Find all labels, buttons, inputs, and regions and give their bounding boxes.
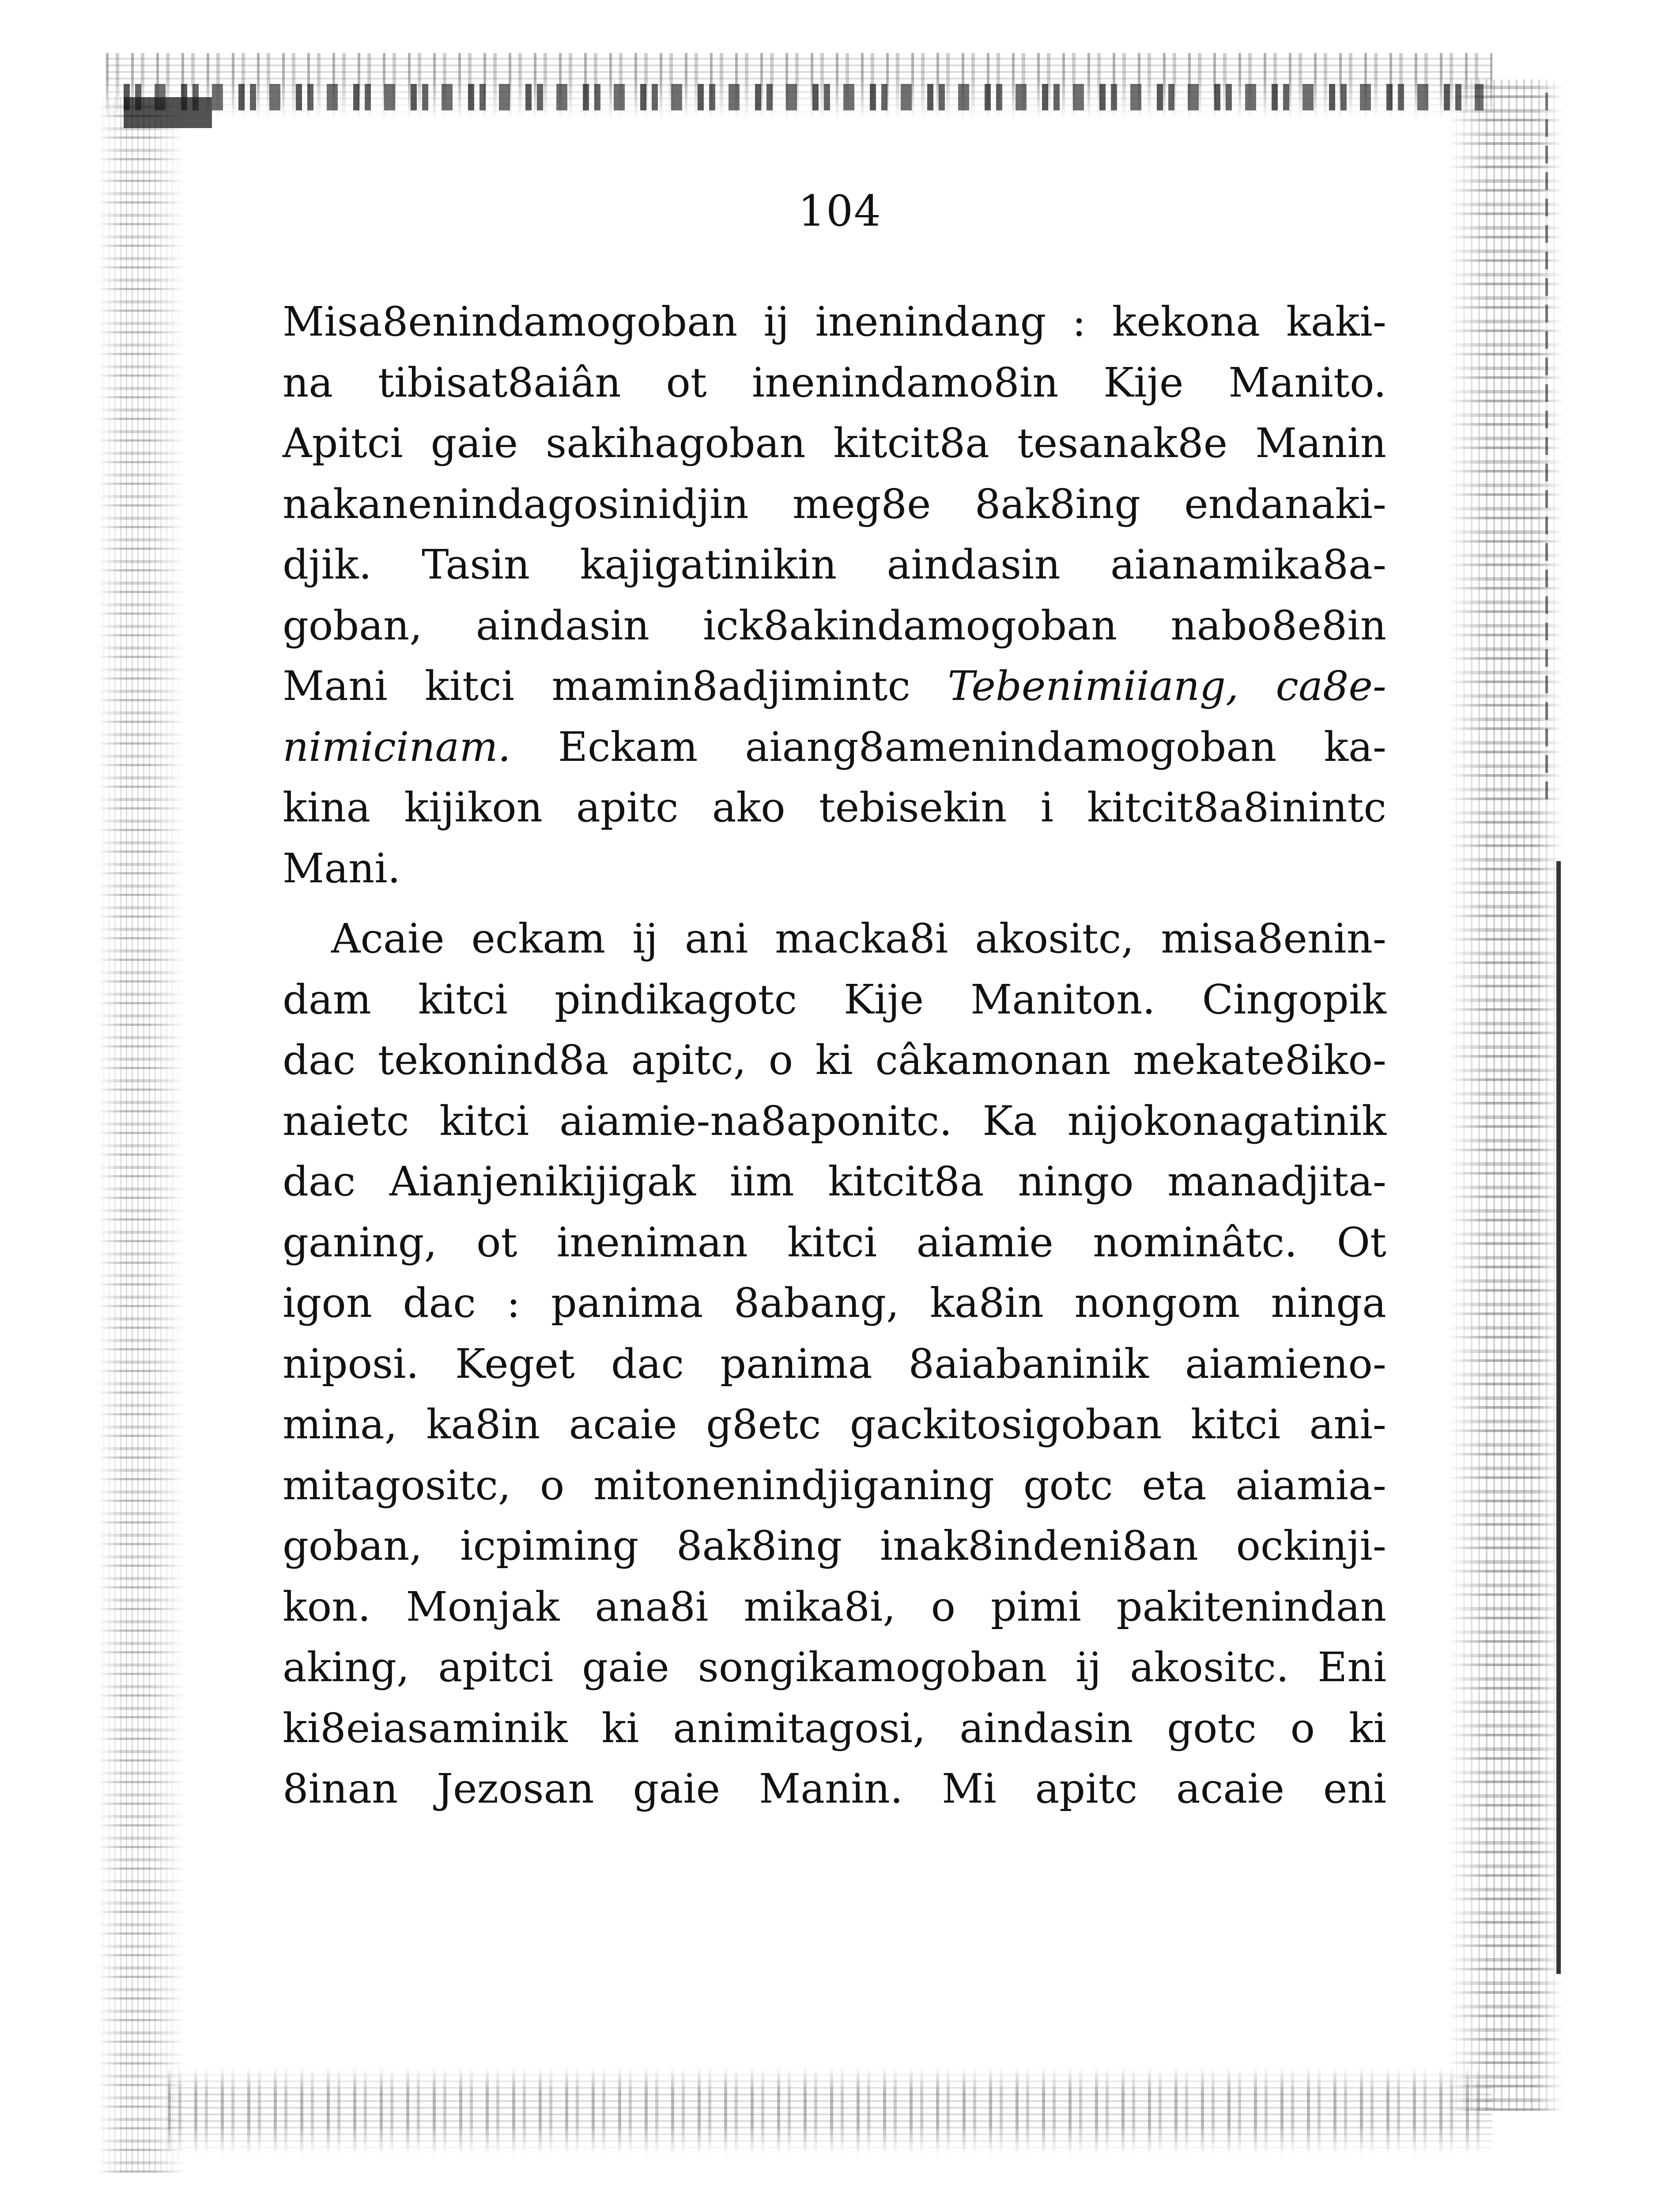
text-line: nimicinam. Eckam aiang8amenindamogoban ka- [283, 723, 1386, 771]
text-line: mina, ka8in acaie g8etc gackitosigoban kitci ani- [283, 1401, 1386, 1448]
text-line: igon dac : panima 8abang, ka8in nongom ninga [283, 1279, 1386, 1327]
text-line: aking, apitci gaie songikamogoban ij akositc. Eni [283, 1644, 1386, 1691]
italic-text: Tebenimiiang, ca8e- [948, 662, 1386, 710]
page-number: 104 [798, 186, 882, 236]
text-line: na tibisat8aiân ot inenindamo8in Kije Manito. [283, 359, 1386, 406]
text-line: dac Aianjenikijigak iim kitcit8a ningo manadjita- [283, 1158, 1386, 1205]
text-line: goban, icpiming 8ak8ing inak8indeni8an ockinji- [283, 1522, 1386, 1569]
scan-noise-right [1448, 79, 1563, 2111]
text-line: 8inan Jezosan gaie Manin. Mi apitc acaie eni [283, 1765, 1386, 1812]
scan-noise-bottom [168, 2067, 1492, 2155]
text-line: Misa8enindamogoban ij inenindang : kekona kaki- [283, 298, 1386, 345]
text-line: Acaie eckam ij ani macka8i akositc, misa8enin- [331, 915, 1386, 962]
text-line: naietc kitci aiamie-na8aponitc. Ka nijokonagatinik [283, 1097, 1386, 1145]
scan-noise-corner [124, 97, 212, 128]
scan-noise-left [97, 97, 185, 2173]
text-line: Mani kitci mamin8adjimintc Tebenimiiang, ca8e- [283, 662, 1386, 710]
scan-noise-top-edge [124, 84, 1484, 110]
text-line: goban, aindasin ick8akindamogoban nabo8e8in [283, 601, 1386, 649]
text-line: kina kijikon apitc ako tebisekin i kitcit8a8inintc [283, 784, 1386, 831]
text-line: ki8eiasaminik ki animitagosi, aindasin gotc o ki [283, 1704, 1386, 1752]
scan-noise-top [106, 53, 1492, 119]
text-line: dam kitci pindikagotc Kije Maniton. Cingopik [283, 975, 1386, 1023]
scan-edge-line [1556, 861, 1561, 1974]
text-line: djik. Tasin kajigatinikin aindasin aianamika8a- [283, 541, 1386, 588]
text-line: Mani. [283, 844, 400, 892]
text-line: mitagositc, o mitonenindjiganing gotc eta aiamia- [283, 1461, 1386, 1509]
text-line: dac tekonind8a apitc, o ki câkamonan mekate8iko- [283, 1036, 1386, 1084]
text-line: niposi. Keget dac panima 8aiabaninik aiamieno- [283, 1340, 1386, 1388]
italic-text: nimicinam. [283, 723, 511, 771]
body-text [283, 291, 1386, 1819]
text-line: ganing, ot ineniman kitci aiamie nominâtc. Ot [283, 1218, 1386, 1266]
text-line: kon. Monjak ana8i mika8i, o pimi pakitenindan [283, 1583, 1386, 1630]
text-line: Apitci gaie sakihagoban kitcit8a tesanak8e Manin [283, 420, 1386, 467]
text-line: nakanenindagosinidjin meg8e 8ak8ing endanaki- [283, 480, 1386, 528]
